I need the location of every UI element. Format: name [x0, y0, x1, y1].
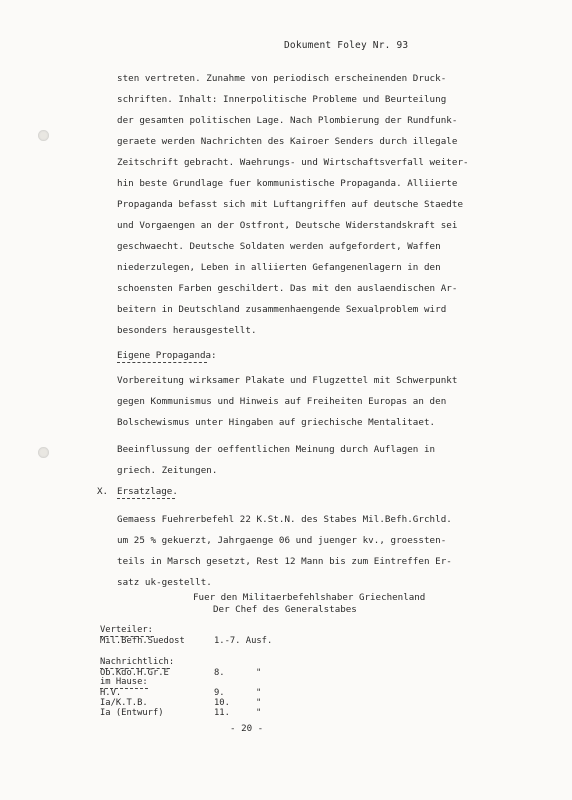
text-line: niederzulegen, Leben in alliierten Gefangenenlagern in den — [117, 262, 441, 273]
verteiler-label: Verteiler: — [100, 625, 153, 635]
text-line: beitern in Deutschland zusammenhaengende Sexualproblem wird — [117, 304, 447, 315]
section-heading-own-propaganda: Eigene Propaganda: — [117, 350, 217, 361]
text-line: teils in Marsch gesetzt, Rest 12 Mann bis zum Eintreffen Er- — [117, 556, 452, 567]
signature-line-2: Der Chef des Generalstabes — [213, 604, 357, 615]
verteiler-entry-name: Mil.Befh.Suedost — [100, 636, 185, 646]
ditto-mark: " — [256, 708, 262, 718]
nachrichtlich-entry-value: 8. — [214, 668, 225, 678]
ditto-mark: " — [256, 698, 262, 708]
text-line: Beeinflussung der oeffentlichen Meinung durch Auflagen in — [117, 444, 436, 455]
signature-line-1: Fuer den Militaerbefehlshaber Griechenland — [193, 592, 426, 603]
im-hause-entry-value: 9. — [214, 688, 225, 698]
im-hause-label: im Hause: — [100, 677, 148, 687]
section-number: X. — [97, 486, 109, 497]
text-line: schriften. Inhalt: Innerpolitische Probleme und Beurteilung — [117, 94, 447, 105]
nachrichtlich-label: Nachrichtlich: — [100, 657, 175, 667]
page-number: - 20 - — [230, 723, 264, 734]
text-line: Vorbereitung wirksamer Plakate und Flugzettel mit Schwerpunkt — [117, 375, 458, 386]
im-hause-entry-name: H.V. — [100, 688, 122, 698]
text-line: Gemaess Fuehrerbefehl 22 K.St.N. des Stabes Mil.Befh.Grchld. — [117, 514, 452, 525]
im-hause-entry-value: 10. — [214, 698, 230, 708]
text-line: gegen Kommunismus und Hinweis auf Freiheiten Europas an den — [117, 396, 447, 407]
text-line: Bolschewismus unter Hingaben auf griechische Mentalitaet. — [117, 417, 436, 428]
text-line: hin beste Grundlage fuer kommunistische Propaganda. Alliierte — [117, 178, 458, 189]
section-heading-ersatzlage: Ersatzlage. — [117, 486, 178, 497]
text-line: um 25 % gekuerzt, Jahrgaenge 06 und juenger kv., groessten- — [117, 535, 447, 546]
text-line: der gesamten politischen Lage. Nach Plombierung der Rundfunk- — [117, 115, 458, 126]
text-line: griech. Zeitungen. — [117, 465, 218, 476]
text-line: Zeitschrift gebracht. Waehrungs- und Wirtschaftsverfall weiter- — [117, 157, 469, 168]
im-hause-entry-value: 11. — [214, 708, 230, 718]
nachrichtlich-entry-name: Ob.Kdo.H.Gr.E — [100, 668, 169, 678]
text-line: geschwaecht. Deutsche Soldaten werden aufgefordert, Waffen — [117, 241, 441, 252]
ditto-mark: " — [256, 668, 262, 678]
document-reference: Dokument Foley Nr. 93 — [284, 40, 409, 51]
text-line: sten vertreten. Zunahme von periodisch erscheinenden Druck- — [117, 73, 447, 84]
text-line: satz uk-gestellt. — [117, 577, 212, 588]
punch-hole — [38, 447, 49, 458]
text-line: schoensten Farben geschildert. Das mit den auslaendischen Ar- — [117, 283, 458, 294]
heading-underline — [117, 498, 175, 499]
punch-hole — [38, 130, 49, 141]
text-line: Propaganda befasst sich mit Luftangriffen auf deutsche Staedte — [117, 199, 464, 210]
im-hause-entry-name: Ia (Entwurf) — [100, 708, 164, 718]
ditto-mark: " — [256, 688, 262, 698]
text-line: besonders herausgestellt. — [117, 325, 257, 336]
verteiler-entry-value: 1.-7. Ausf. — [214, 636, 273, 646]
im-hause-entry-name: Ia/K.T.B. — [100, 698, 148, 708]
text-line: geraete werden Nachrichten des Kairoer Senders durch illegale — [117, 136, 458, 147]
heading-underline — [117, 362, 207, 363]
text-line: und Vorgaengen an der Ostfront, Deutsche Widerstandskraft sei — [117, 220, 458, 231]
